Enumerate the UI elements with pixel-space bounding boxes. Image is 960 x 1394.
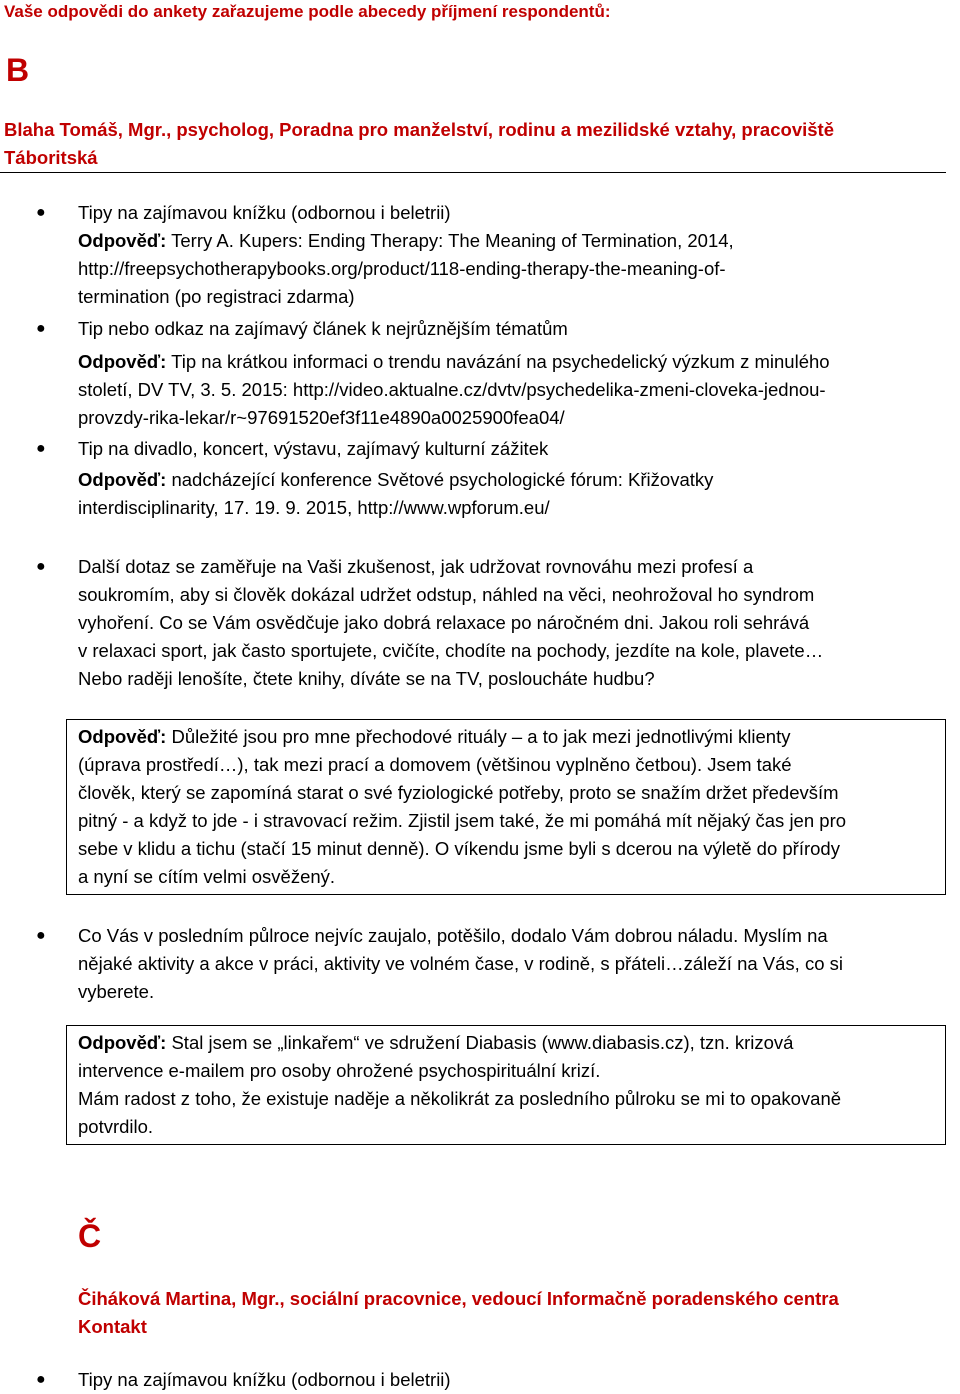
- bullet-icon: ●: [36, 440, 46, 457]
- answer-label: Odpověď:: [78, 230, 167, 251]
- question-book-tip: Tipy na zajímavou knížku (odbornou i beletrii): [78, 202, 451, 223]
- respondent-line-1: Blaha Tomáš, Mgr., psycholog, Poradna pro manželství, rodinu a mezilidské vztahy, pracoviště: [4, 119, 834, 140]
- respondent-line-1: Čiháková Martina, Mgr., sociální pracovnice, vedoucí Informačně poradenského centra: [78, 1288, 839, 1309]
- respondent-cihakova: [78, 1285, 839, 1341]
- separator-line: [0, 172, 946, 173]
- bullet-icon: ●: [36, 204, 46, 221]
- answer-label: Odpověď:: [78, 1032, 167, 1053]
- question-culture-tip: Tip na divadlo, koncert, výstavu, zajímavý kulturní zážitek: [78, 438, 549, 459]
- intro-heading: Vaše odpovědi do ankety zařazujeme podle abecedy příjmení respondentů:: [4, 2, 611, 21]
- answer-label: Odpověď:: [78, 469, 167, 490]
- answer-work-life-balance: Odpověď: Důležité jsou pro mne přechodové rituály – a to jak mezi jednotlivými klienty (úprava prostředí…), tak mezi prací a domovem (většinou vyplněno četbou). Jsem také člověk, který se zapomíná starat o své fyziologické potřeby, proto se snažím držet především pitný - a když to jde - i stravovací režim. Zjistil jsem také, že mi pomáhá mít nějaký čas jen pro sebe v klidu a tichu (stačí 15 minut denně). O víkendu jsme byli s dcerou na výletě do přírody a nyní se cítím velmi osvěžený.: [78, 726, 847, 887]
- bullet-icon: ●: [36, 1371, 46, 1388]
- question-article-tip: Tip nebo odkaz na zajímavý článek k nejrůznějším tématům: [78, 318, 568, 339]
- question-work-life-balance: Další dotaz se zaměřuje na Vaši zkušenost, jak udržovat rovnováhu mezi profesí a soukromím, aby si člověk dokázal udržet odstup, náhled na věci, neohrožoval ho syndrom vyhoření. Co se Vám osvědčuje jako dobrá relaxace po náročném dni. Jakou roli sehrává v relaxaci sport, jak často sportujete, cvičíte, chodíte na pochody, jezdíte na kole, plavete… Nebo raději lenošíte, čtete knihy, díváte se na TV, posloucháte hudbu?: [78, 556, 824, 689]
- bullet-icon: ●: [36, 927, 46, 944]
- bullet-icon: ●: [36, 320, 46, 337]
- answer-label: Odpověď:: [78, 351, 167, 372]
- respondent-line-2: Kontakt: [78, 1316, 147, 1337]
- section-letter-b: B: [6, 52, 30, 88]
- answer-book-tip: Odpověď: Terry A. Kupers: Ending Therapy: The Meaning of Termination, 2014, http://freepsychotherapybooks.org/product/118-ending-therapy-the-meaning-of- termination (po registraci zdarma): [78, 230, 734, 307]
- respondent-blaha: [4, 116, 834, 172]
- respondent-line-2: Táboritská: [4, 147, 98, 168]
- bullet-icon: ●: [36, 558, 46, 575]
- answer-culture-tip: Odpověď: nadcházející konference Světové psychologické fórum: Křižovatky interdisciplinarity, 17. 19. 9. 2015, http://www.wpforum.eu/: [78, 469, 714, 518]
- section-letter-c-caron: Č: [78, 1218, 102, 1254]
- answer-label: Odpověď:: [78, 726, 167, 747]
- answer-recent-joys: Odpověď: Stal jsem se „linkařem“ ve sdružení Diabasis (www.diabasis.cz), tzn. krizová intervence e-mailem pro osoby ohrožené psychospirituální krizí. Mám radost z toho, že existuje naděje a několikrát za posledního půlroku se mi to opakovaně potvrdilo.: [78, 1032, 842, 1137]
- answer-article-tip: Odpověď: Tip na krátkou informaci o trendu navázání na psychedelický výzkum z minulého století, DV TV, 3. 5. 2015: http://video.aktualne.cz/dvtv/psychedelika-zmeni-cloveka-jednou- provzdy-rika-lekar/r~97691520ef3f11e4890a0025900fea04/: [78, 351, 830, 428]
- question-book-tip: Tipy na zajímavou knížku (odbornou i beletrii): [78, 1369, 451, 1390]
- question-recent-joys: Co Vás v posledním půlroce nejvíc zaujalo, potěšilo, dodalo Vám dobrou náladu. Myslím na nějaké aktivity a akce v práci, aktivity ve volném čase, v rodině, s přáteli…záleží na Vás, co si vyberete.: [78, 925, 843, 1002]
